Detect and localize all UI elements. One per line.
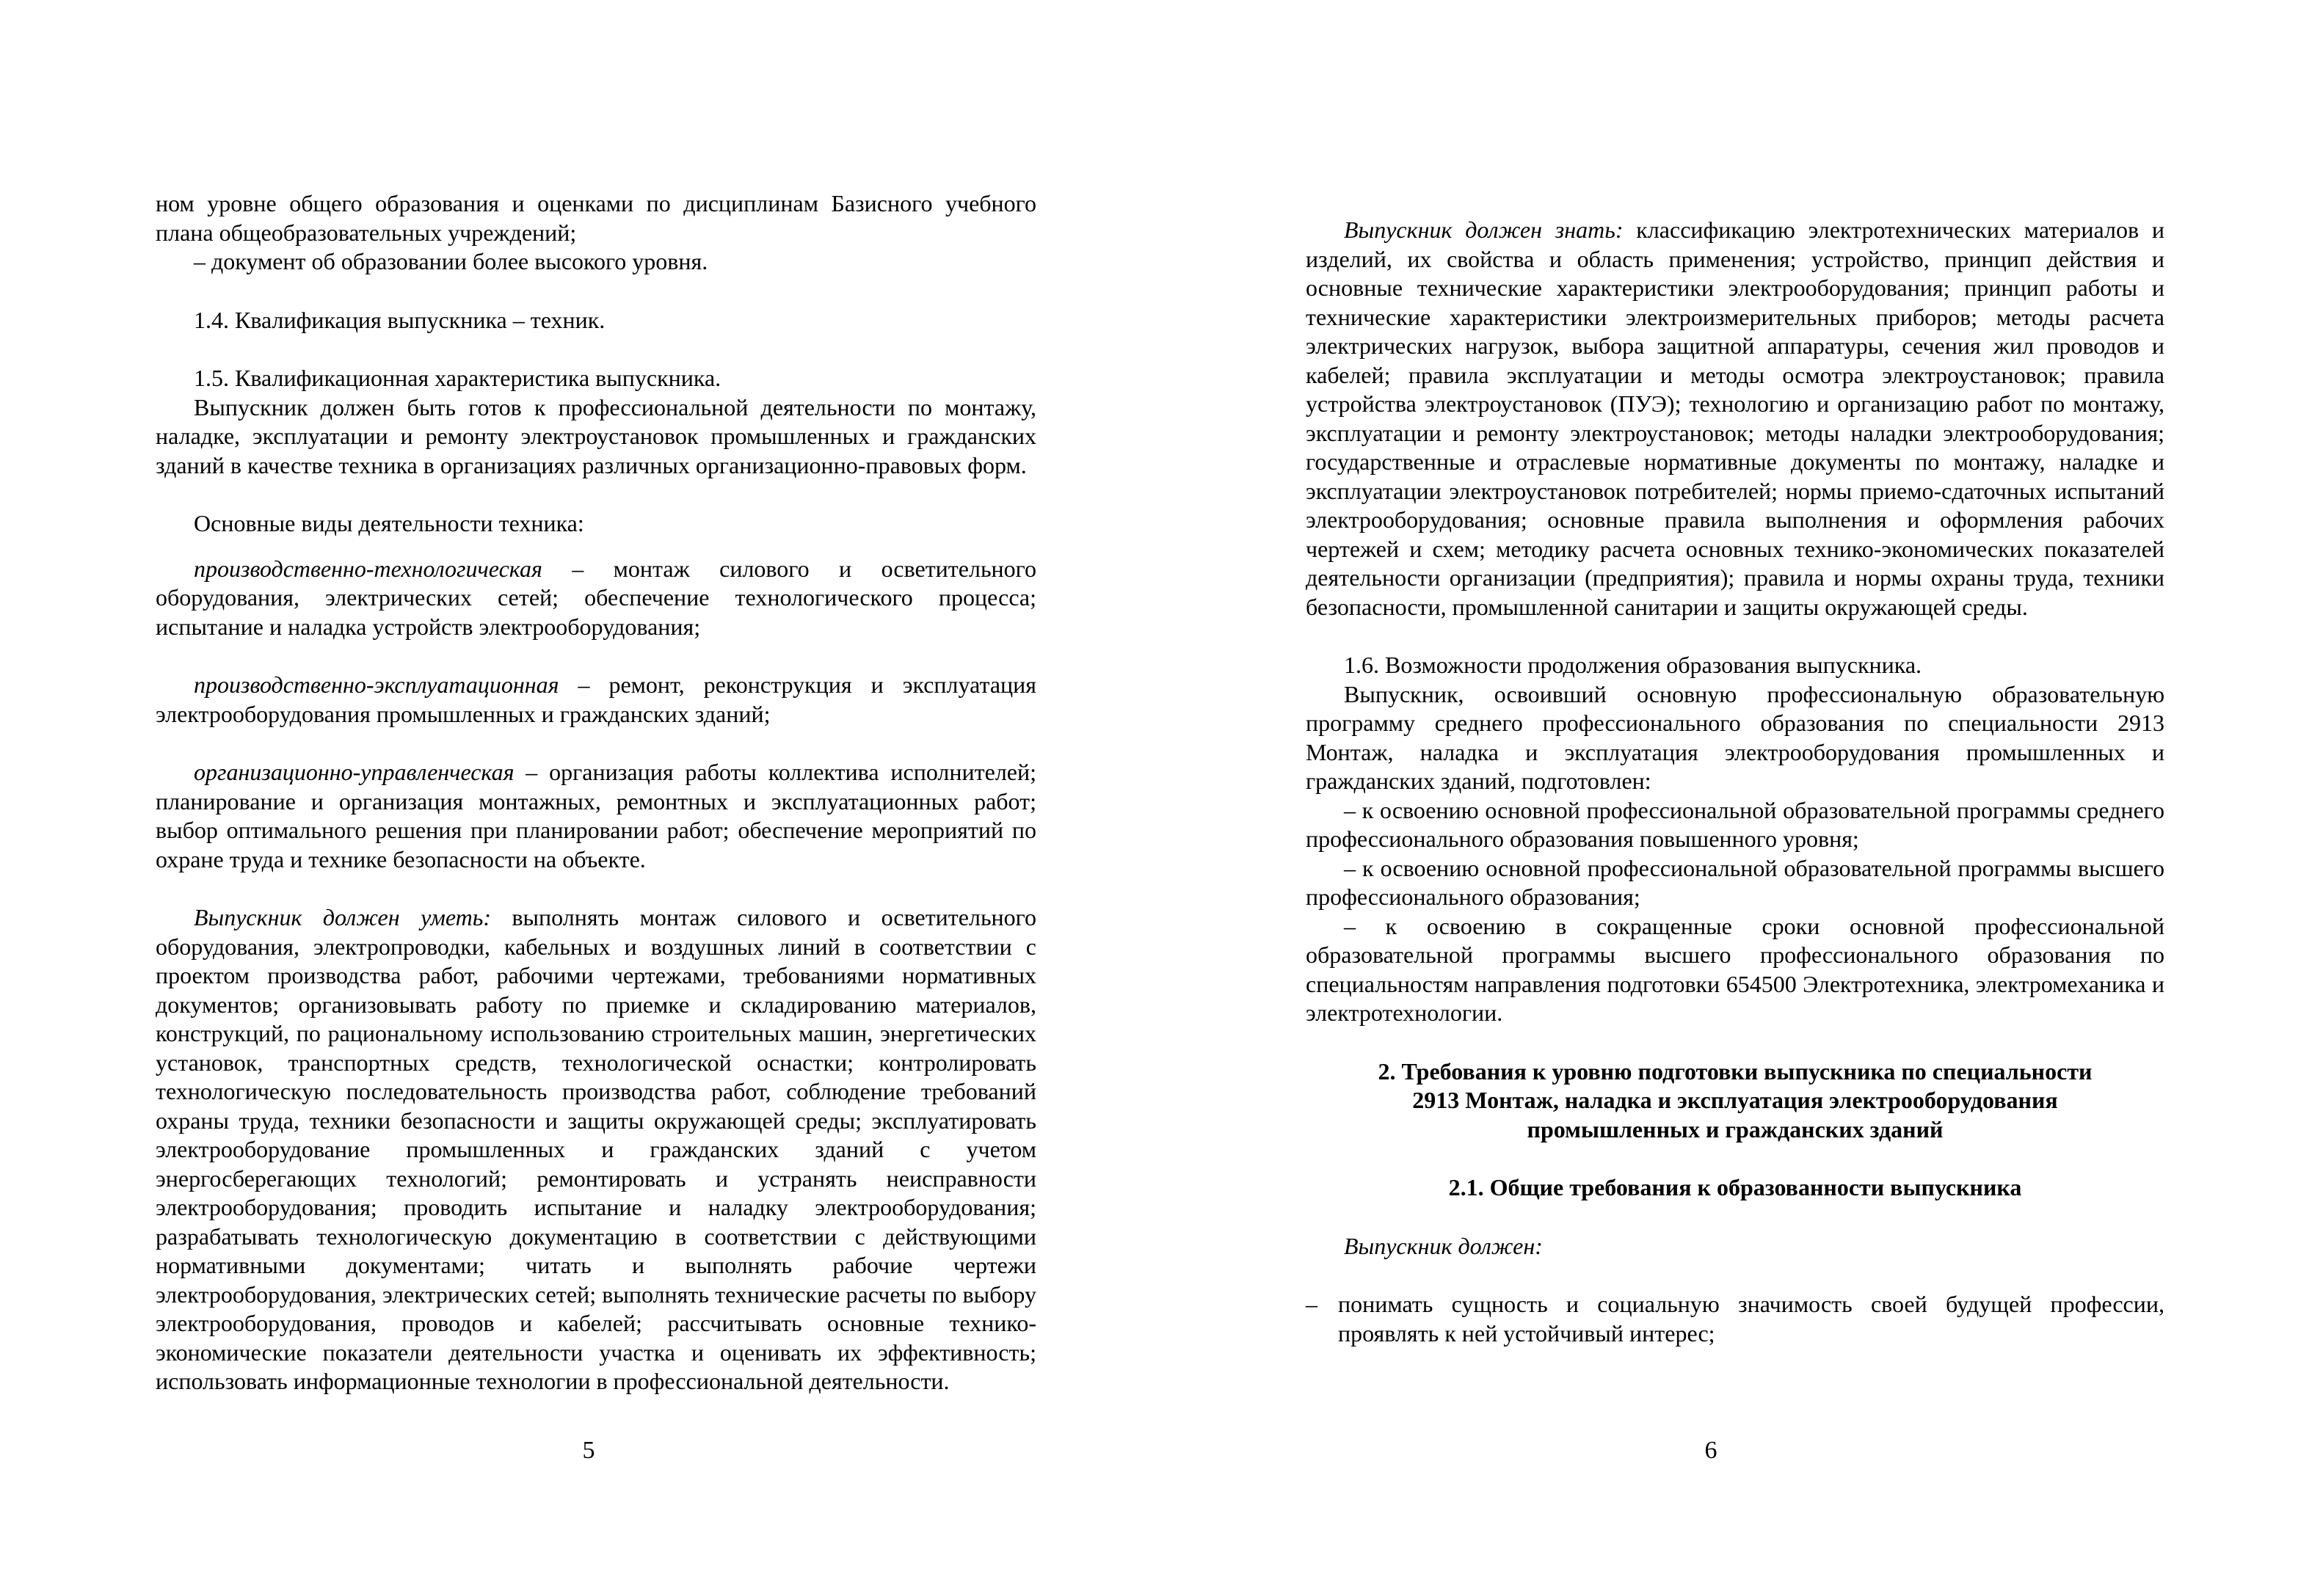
- page-number-left: 5: [582, 1437, 595, 1464]
- must-heading: [1306, 1232, 2164, 1261]
- left-page-body: [156, 189, 1036, 1396]
- activities-heading: Основные виды деятельности техника:: [194, 510, 584, 536]
- knowledge-paragraph: [1306, 216, 2164, 622]
- document-line: – документ об образовании более высокого уровня.: [194, 248, 708, 274]
- requirement-item-text: понимать сущность и социальную значимость своей будущей профессии, проявлять к ней устойчивый интерес;: [1338, 1291, 2164, 1347]
- continuation-item-2: – к освоению основной профессиональной образовательной программы высшего профессионального образования;: [1306, 854, 2164, 910]
- continued-paragraph: ном уровне общего образования и оценками по дисциплинам Базисного учебного плана общеобразовательных учреждений;: [156, 190, 1036, 246]
- knowledge-term: Выпускник должен знать:: [1344, 216, 1624, 243]
- continuation-item-1: – к освоению основной профессиональной образовательной программы среднего профессионального образования повышенного уровня;: [1306, 796, 2164, 852]
- activity-production-text: – монтаж силового и осветительного оборудования, электрических сетей; обеспечение технологического процесса; испытание и наладка устройств электрооборудования;: [156, 555, 1036, 640]
- section-1-5-title: 1.5. Квалификационная характеристика выпускника.: [194, 365, 721, 391]
- skills-paragraph: [156, 903, 1036, 1396]
- activity-operation: [156, 671, 1036, 729]
- activity-management-text: – организация работы коллектива исполнителей; планирование и организация монтажных, ремонтных и эксплуатационных работ; выбор оптимального решения при планировании работ; обеспечение мероприятий по охране труда и технике безопасности на объекте.: [156, 759, 1036, 872]
- list-dash: –: [1306, 1291, 1317, 1317]
- right-page: [1156, 0, 2312, 1596]
- must-heading-text: Выпускник должен:: [1344, 1232, 1543, 1259]
- section-1-4: 1.4. Квалификация выпускника – техник.: [194, 306, 606, 333]
- skills-term: Выпускник должен уметь:: [194, 904, 492, 930]
- activity-operation-text: – ремонт, реконструкция и эксплуатация электрооборудования промышленных и гражданских зданий;: [156, 671, 1036, 727]
- page-number-right: 6: [1704, 1437, 1717, 1464]
- section-2-heading-line-1: 2. Требования к уровню подготовки выпускника по специальности: [1378, 1057, 2093, 1085]
- section-1-6-text: Выпускник, освоивший основную профессиональную образовательную программу среднего профессионального образования по специальности 2913 Монтаж, наладка и эксплуатация электрооборудования промышленных и гражданских зданий, подготовлен:: [1306, 680, 2164, 794]
- activity-production-term: производственно-технологическая: [194, 555, 542, 582]
- section-2-1-heading: 2.1. Общие требования к образованности выпускника: [1448, 1174, 2022, 1200]
- section-2-heading-line-3: промышленных и гражданских зданий: [1527, 1115, 1944, 1143]
- activity-production: [156, 555, 1036, 642]
- section-1-5-text: Выпускник должен быть готов к профессиональной деятельности по монтажу, наладке, эксплуатации и ремонту электроустановок промышленных и гражданских зданий в качестве техника в организациях различных организационно-правовых форм.: [156, 393, 1036, 478]
- continuation-item-3: – к освоению в сокращенные сроки основной профессиональной образовательной программы высшего профессионального образования по специальностям направления подготовки 654500 Электротехника, электромеханика и электротехнологии.: [1306, 912, 2164, 1026]
- section-2-heading: [1306, 1057, 2164, 1145]
- skills-text: выполнять монтаж силового и осветительного оборудования, электропроводки, кабельных и воздушных линий в соответствии с проектом производства работ, рабочими чертежами, требованиями нормативных документов; организовывать работу по приемке и складированию материалов, конструкций, по рациональному использованию строительных машин, энергетических установок, транспортных средств, технологической оснастки; контролировать технологическую последовательность производства работ, соблюдение требований охраны труда, техники безопасности и защиты окружающей среды; эксплуатировать электрооборудование промышленных и гражданских зданий с учетом энергосберегающих технологий; ремонтировать и устранять неисправности электрооборудования; проводить испытание и наладку электрооборудования; разрабатывать технологическую документацию в соответствии с действующими нормативными документами; читать и выполнять рабочие чертежи электрооборудования, электрических сетей; выполнять технические расчеты по выбору электрооборудования, проводов и кабелей; рассчитывать основные технико-экономические показатели деятельности участка и оценивать их эффективность; использовать информационные технологии в профессиональной деятельности.: [156, 904, 1037, 1394]
- section-1-6-title: 1.6. Возможности продолжения образования выпускника.: [1344, 652, 1922, 678]
- activity-management: [156, 758, 1036, 874]
- right-page-body: [1306, 216, 2164, 1348]
- activity-operation-term: производственно-эксплуатационная: [194, 671, 559, 698]
- requirement-item: [1306, 1290, 2164, 1348]
- section-2-heading-line-2: 2913 Монтаж, наладка и эксплуатация электрооборудования: [1412, 1087, 2058, 1113]
- knowledge-text: классификацию электротехнических материалов и изделий, их свойства и область применения; устройство, принцип действия и основные технические характеристики электрооборудования; принцип работы и технические характеристики электроизмерительных приборов; методы расчета электрических нагрузок, выбора защитной аппаратуры, сечения жил проводов и кабелей; правила эксплуатации и методы осмотра электроустановок; правила устройства электроустановок (ПУЭ); технологию и организацию работ по монтажу, эксплуатации и ремонту электроустановок; методы наладки электрооборудования; государственные и отраслевые нормативные документы по монтажу, наладке и эксплуатации электроустановок потребителей; нормы приемо-сдаточных испытаний электрооборудования; основные правила выполнения и оформления рабочих чертежей и схем; методику расчета основных технико-экономических показателей деятельности организации (предприятия); правила и нормы охраны труда, техники безопасности, промышленной санитарии и защиты окружающей среды.: [1306, 216, 2164, 620]
- activity-management-term: организационно-управленческая: [194, 759, 515, 785]
